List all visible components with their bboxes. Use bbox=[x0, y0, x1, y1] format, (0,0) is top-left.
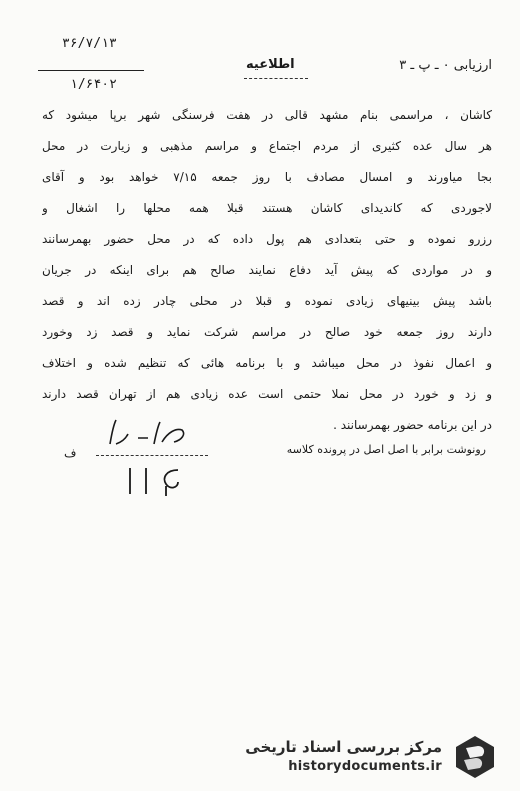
body-line: در این برنامه حضور بهمرسانند . bbox=[333, 418, 492, 432]
handwritten-signature bbox=[102, 414, 192, 454]
body-line: رزرو نموده و حتی بتعدادی هم پول داده که در محل حضور بهمرسانند bbox=[42, 232, 492, 246]
body-line: و در مواردی که پیش آید دفاع نمایند صالح هم برای اینکه در جریان bbox=[42, 263, 492, 277]
document-number: ۱/۶۴۰۲ bbox=[70, 77, 117, 92]
document-date: ۳۶/۷/۱۳ bbox=[62, 36, 117, 51]
body-line: بجا میاورند و امسال مصادف با روز جمعه ۷/۱۵ خواهد بود و آقای bbox=[42, 170, 492, 184]
body-line: و زد و خورد در محل نملا حتمی است عده زیادی هم از تهران قصد دارند bbox=[42, 387, 492, 401]
copy-note-dash bbox=[96, 455, 208, 456]
body-line: و اعمال نفوذ در محل میباشد و با برنامه هائی که تنظیم شده و اختلاف bbox=[42, 356, 492, 370]
watermark-name: مرکز بررسی اسناد تاریخی bbox=[245, 738, 442, 756]
body-line: دارند روز جمعه خود صالح در مراسم شرکت نماید و قصد زد وخورد bbox=[42, 325, 492, 339]
handwritten-file-reference bbox=[120, 464, 196, 498]
body-line: هر سال عده کثیری از مردم اجتماع و مراسم مذهبی و زیارت در محل bbox=[42, 139, 492, 153]
document-title: اطلاعیه bbox=[246, 57, 295, 72]
rating-label: ارزیابی ۰ ـ پ ـ ۳ bbox=[399, 58, 492, 73]
archive-logo-icon bbox=[452, 734, 498, 780]
body-line: باشد پیش بینیهای زیادی نموده و قبلا در محلی چادر زده اند و قصد bbox=[42, 294, 492, 308]
report-body bbox=[42, 100, 492, 441]
title-underline bbox=[244, 78, 308, 79]
body-line: کاشان ، مراسمی بنام مشهد قالی در هفت فرسنگی شهر برپا میشود که bbox=[42, 108, 492, 122]
copy-mark: ف bbox=[64, 446, 77, 460]
watermark-url: historydocuments.ir bbox=[288, 759, 442, 774]
date-underline bbox=[38, 70, 144, 71]
body-line: لاجوردی که کاندیدای کاشان هستند قبلا همه محلها را اشغال و bbox=[42, 201, 492, 215]
copy-note: رونوشت برابر با اصل اصل در پرونده کلاسه bbox=[286, 443, 486, 456]
